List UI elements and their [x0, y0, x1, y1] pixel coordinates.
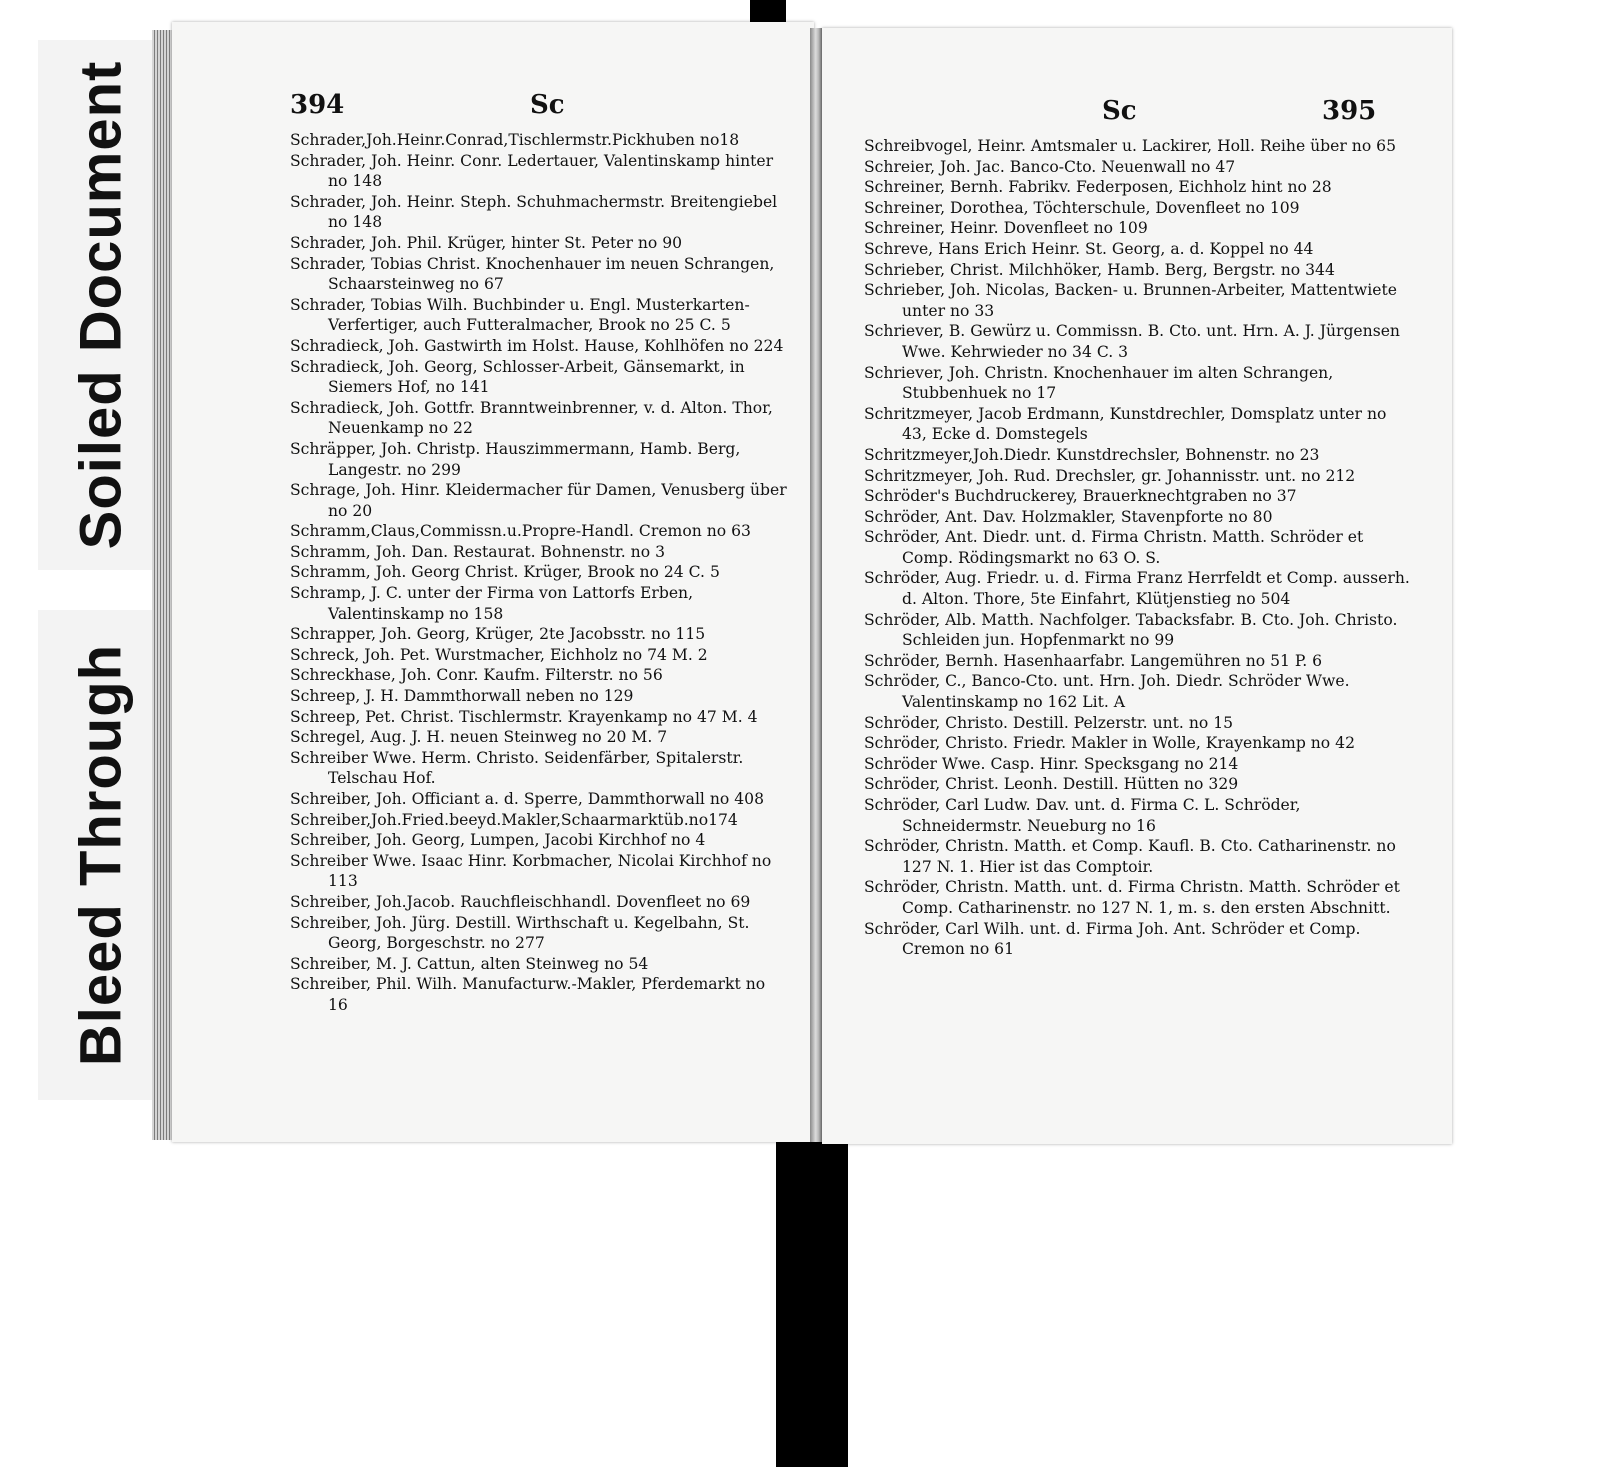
directory-entry: Schröder's Buchdruckerey, Brauerknechtgraben no 37: [864, 487, 1297, 506]
directory-entry: Schreiner, Dorothea, Töchterschule, Dovenfleet no 109: [864, 198, 1300, 217]
directory-entry: Schröder, Ant. Diedr. unt. d. Firma Christn. Matth. Schröder et Comp. Rödingsmarkt no 63 O. S.: [864, 528, 1364, 567]
directory-entry: Schriever, B. Gewürz u. Commissn. B. Cto. unt. Hrn. A. J. Jürgensen Wwe. Kehrwieder no 34 C. 3: [864, 322, 1400, 361]
right-page-header: Sc: [1102, 96, 1137, 126]
directory-entry: Schrader, Joh. Heinr. Conr. Ledertauer, Valentinskamp hinter no 148: [290, 151, 774, 191]
directory-entry: Schreiber Wwe. Herm. Christo. Seidenfärber, Spitalerstr. Telschau Hof.: [290, 748, 744, 788]
directory-entry: Schrieber, Joh. Nicolas, Backen- u. Brunnen-Arbeiter, Mattentwiete unter no 33: [864, 281, 1397, 320]
directory-entry: Schröder, Christo. Friedr. Makler in Wolle, Krayenkamp no 42: [864, 734, 1355, 753]
directory-entry: Schritzmeyer, Jacob Erdmann, Kunstdrechler, Domsplatz unter no 43, Ecke d. Domstegels: [864, 404, 1387, 444]
directory-entry: Schramm, Joh. Georg Christ. Krüger, Brook no 24 C. 5: [290, 563, 720, 582]
right-page: [822, 28, 1452, 1144]
left-page-number: 394: [290, 90, 345, 120]
directory-entry: Schröder, Christn. Matth. unt. d. Firma Christn. Matth. Schröder et Comp. Catharinenstr. no 127 N. 1, m. s. den ersten Abschnitt.: [864, 878, 1400, 917]
directory-entry: Schröder Wwe. Casp. Hinr. Specksgang no 214: [864, 754, 1239, 773]
directory-entry: Schreiber, Joh.Jacob. Rauchfleischhandl. Dovenfleet no 69: [290, 892, 751, 911]
directory-entry: Schreiber, Joh. Georg, Lumpen, Jacobi Kirchhof no 4: [290, 831, 706, 850]
directory-entry: Schrader,Joh.Heinr.Conrad,Tischlermstr.Pickhuben no18: [290, 131, 740, 149]
directory-entry: Schrapper, Joh. Georg, Krüger, 2te Jacobsstr. no 115: [290, 625, 706, 644]
directory-entry: Schreiber, Joh. Officiant a. d. Sperre, Dammthorwall no 408: [290, 790, 765, 808]
directory-entry: Schröder, Carl Ludw. Dav. unt. d. Firma C. L. Schröder, Schneidermstr. Neueburg no 16: [864, 796, 1301, 835]
label-soiled-document: [38, 40, 163, 570]
directory-entry: Schröder, Christn. Matth. et Comp. Kaufl. B. Cto. Catharinenstr. no 127 N. 1. Hier ist das Comptoir.: [864, 837, 1396, 876]
label-bleed-through: [38, 610, 163, 1100]
directory-entry: Schreiber, Joh. Jürg. Destill. Wirthschaft u. Kegelbahn, St. Georg, Borgeschstr. no 277: [290, 913, 750, 953]
directory-entry: Schröder, Ant. Dav. Holzmakler, Stavenpforte no 80: [864, 507, 1273, 526]
directory-entry: Schreiber, M. J. Cattun, alten Steinweg no 54: [290, 954, 649, 973]
directory-entry: Schreckhase, Joh. Conr. Kaufm. Filterstr. no 56: [290, 666, 663, 685]
directory-entry: Schreiber Wwe. Isaac Hinr. Korbmacher, Nicolai Kirchhof no 113: [290, 851, 772, 891]
directory-entry: Schrage, Joh. Hinr. Kleidermacher für Damen, Venusberg über no 20: [290, 481, 787, 520]
right-entry-list: [864, 136, 1412, 960]
directory-entry: Schröder, Carl Wilh. unt. d. Firma Joh. Ant. Schröder et Comp. Cremon no 61: [864, 919, 1361, 959]
directory-entry: Schradieck, Joh. Gastwirth im Holst. Hause, Kohlhöfen no 224: [290, 336, 784, 355]
directory-entry: Schrieber, Christ. Milchhöker, Hamb. Berg, Bergstr. no 344: [864, 260, 1335, 279]
directory-entry: Schreve, Hans Erich Heinr. St. Georg, a. d. Koppel no 44: [864, 239, 1314, 258]
directory-entry: Schräpper, Joh. Christp. Hauszimmermann, Hamb. Berg, Langestr. no 299: [290, 439, 741, 479]
directory-entry: Schramm, Joh. Dan. Restaurat. Bohnenstr. no 3: [290, 542, 665, 561]
directory-entry: Schröder, Christ. Leonh. Destill. Hütten no 329: [864, 775, 1239, 794]
directory-entry: Schröder, Christo. Destill. Pelzerstr. unt. no 15: [864, 713, 1234, 732]
directory-entry: Schreep, J. H. Dammthorwall neben no 129: [290, 687, 634, 706]
directory-entry: Schröder, Alb. Matth. Nachfolger. Tabacksfabr. B. Cto. Joh. Christo. Schleiden jun. Hopfenmarkt no 99: [864, 610, 1398, 650]
right-page-number: 395: [1322, 96, 1377, 126]
directory-entry: Schrader, Joh. Phil. Krüger, hinter St. Peter no 90: [290, 233, 683, 252]
left-page-header: Sc: [530, 90, 565, 120]
directory-entry: Schramp, J. C. unter der Firma von Lattorfs Erben, Valentinskamp no 158: [290, 584, 694, 623]
left-entry-list: [290, 130, 788, 1016]
directory-entry: Schrader, Tobias Christ. Knochenhauer im neuen Schrangen, Schaarsteinweg no 67: [290, 254, 775, 294]
directory-entry: Schreiner, Bernh. Fabrikv. Federposen, Eichholz hint no 28: [864, 178, 1332, 197]
directory-entry: Schregel, Aug. J. H. neuen Steinweg no 20 M. 7: [290, 728, 668, 747]
directory-entry: Schreiber, Phil. Wilh. Manufacturw.-Makler, Pferdemarkt no 16: [290, 975, 766, 1014]
directory-entry: Schramm,Claus,Commissn.u.Propre-Handl. Cremon no 63: [290, 522, 751, 541]
directory-entry: Schreck, Joh. Pet. Wurstmacher, Eichholz no 74 M. 2: [290, 645, 708, 664]
directory-entry: Schritzmeyer, Joh. Rud. Drechsler, gr. Johannisstr. unt. no 212: [864, 466, 1356, 485]
directory-entry: Schriever, Joh. Christn. Knochenhauer im alten Schrangen, Stubbenhuek no 17: [864, 363, 1334, 403]
directory-entry: Schreep, Pet. Christ. Tischlermstr. Krayenkamp no 47 M. 4: [290, 707, 758, 726]
bottom-binding-strip: [776, 1142, 848, 1467]
directory-entry: Schröder, C., Banco-Cto. unt. Hrn. Joh. Diedr. Schröder Wwe. Valentinskamp no 162 Lit. A: [864, 672, 1350, 712]
left-page: [172, 22, 814, 1142]
directory-entry: Schreiner, Heinr. Dovenfleet no 109: [864, 219, 1148, 238]
directory-entry: Schrader, Joh. Heinr. Steph. Schuhmachermstr. Breitengiebel no 148: [290, 192, 778, 232]
directory-entry: Schradieck, Joh. Georg, Schlosser-Arbeit, Gänsemarkt, in Siemers Hof, no 141: [290, 357, 745, 397]
directory-entry: Schröder, Bernh. Hasenhaarfabr. Langemühren no 51 P. 6: [864, 651, 1323, 670]
label-soiled-document-text: Soiled Document: [68, 60, 133, 550]
label-bleed-through-text: Bleed Through: [68, 643, 133, 1067]
directory-entry: Schreibvogel, Heinr. Amtsmaler u. Lackirer, Holl. Reihe über no 65: [864, 137, 1397, 155]
directory-entry: Schritzmeyer,Joh.Diedr. Kunstdrechsler, Bohnenstr. no 23: [864, 445, 1320, 464]
directory-entry: Schröder, Aug. Friedr. u. d. Firma Franz Herrfeldt et Comp. ausserh. d. Alton. Thore, 5te Einfahrt, Klütjenstieg no 504: [864, 569, 1410, 609]
directory-entry: Schrader, Tobias Wilh. Buchbinder u. Engl. Musterkarten-Verfertiger, auch Futteralmacher, Brook no 25 C. 5: [290, 295, 750, 335]
directory-entry: Schreiber,Joh.Fried.beeyd.Makler,Schaarmarktüb.no174: [290, 810, 738, 829]
directory-entry: Schreier, Joh. Jac. Banco-Cto. Neuenwall no 47: [864, 157, 1236, 176]
directory-entry: Schradieck, Joh. Gottfr. Branntweinbrenner, v. d. Alton. Thor, Neuenkamp no 22: [290, 398, 773, 438]
